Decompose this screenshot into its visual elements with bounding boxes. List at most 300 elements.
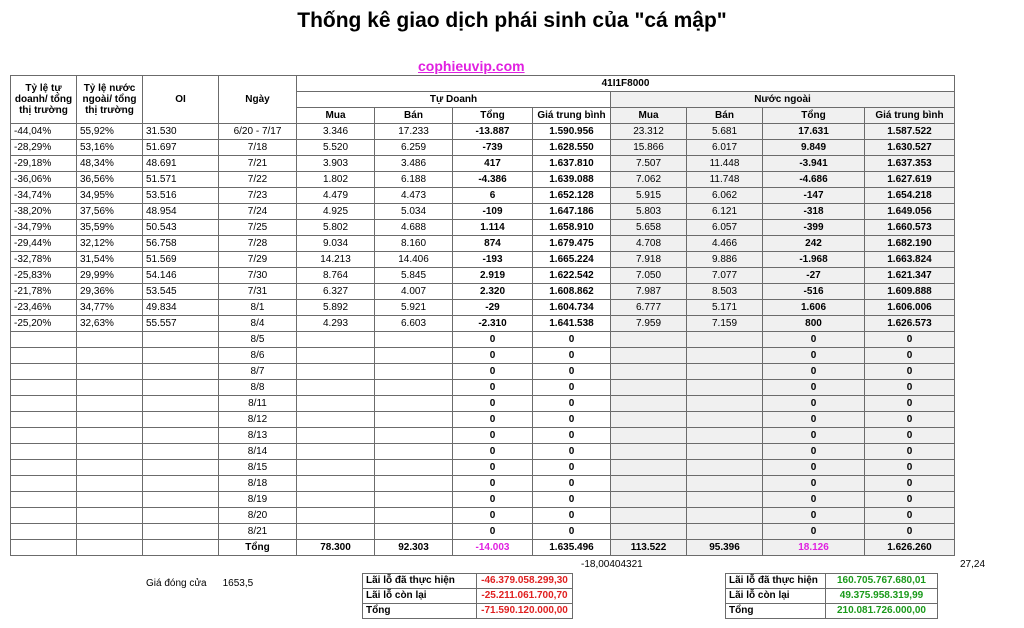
pl-table-nuocngoai	[725, 573, 938, 619]
cell-td-tong: 0	[453, 460, 533, 476]
cell-oi	[143, 396, 219, 412]
cell-ratio-td: -29,18%	[11, 156, 77, 172]
cell-nn-mua: 7.507	[611, 156, 687, 172]
cell-td-gia: 0	[533, 396, 611, 412]
cell-td-tong: 417	[453, 156, 533, 172]
cell-nn-tong: 800	[763, 316, 865, 332]
cell-oi	[143, 380, 219, 396]
cell-ratio-td	[11, 380, 77, 396]
cell-oi	[143, 492, 219, 508]
cell-nn-mua: 15.866	[611, 140, 687, 156]
cell-nn-gia: 0	[865, 348, 955, 364]
cell-nn-ban: 6.062	[687, 188, 763, 204]
cell-td-gia: 1.604.734	[533, 300, 611, 316]
cell-oi	[143, 412, 219, 428]
cell-td-ban: 4.688	[375, 220, 453, 236]
cell-td-ban	[375, 348, 453, 364]
cell-nn-gia: 1.660.573	[865, 220, 955, 236]
cell-nn-gia: 1.621.347	[865, 268, 955, 284]
cell-td-tong: 0	[453, 524, 533, 540]
cell-td-ban: 4.473	[375, 188, 453, 204]
cell-td-gia: 0	[533, 524, 611, 540]
cell-nn-mua	[611, 428, 687, 444]
cell-nn-ban	[687, 332, 763, 348]
cell-nn-ban: 11.748	[687, 172, 763, 188]
cell-date: 8/18	[219, 476, 297, 492]
pl-td-remaining-value: -25.211.061.700,70	[477, 589, 573, 604]
table-row	[11, 460, 955, 476]
cell-td-ban: 14.406	[375, 252, 453, 268]
cell-nn-ban	[687, 412, 763, 428]
cell-ratio-td	[11, 348, 77, 364]
cell-td-ban	[375, 508, 453, 524]
cell-nn-tong: 242	[763, 236, 865, 252]
cell-oi	[143, 444, 219, 460]
cell-nn-mua: 6.777	[611, 300, 687, 316]
pl-nn-realized-value: 160.705.767.680,01	[826, 574, 938, 589]
table-row	[11, 492, 955, 508]
cell-nn-gia: 1.637.353	[865, 156, 955, 172]
cell-nn-tong: 1.606	[763, 300, 865, 316]
cell-td-gia: 1.590.956	[533, 124, 611, 140]
cell-td-ban: 5.034	[375, 204, 453, 220]
cell-oi: 48.954	[143, 204, 219, 220]
cell-date: 8/8	[219, 380, 297, 396]
total-row	[11, 540, 955, 556]
cell-td-mua	[297, 348, 375, 364]
cell-nn-tong: 0	[763, 508, 865, 524]
cell-td-tong: 0	[453, 428, 533, 444]
pl-td-total-label: Tổng	[363, 604, 477, 619]
cell-ratio-td: -34,79%	[11, 220, 77, 236]
cell-nn-mua	[611, 364, 687, 380]
cell-nn-mua: 7.050	[611, 268, 687, 284]
cell-nn-gia: 0	[865, 332, 955, 348]
pl-nn-total-label: Tổng	[726, 604, 826, 619]
cell-nn-mua	[611, 460, 687, 476]
close-price-label: Giá đóng cửa	[146, 578, 207, 589]
cell-nn-tong: 9.849	[763, 140, 865, 156]
cell-ratio-td	[11, 476, 77, 492]
cell-td-tong: 1.114	[453, 220, 533, 236]
cell-date: 7/18	[219, 140, 297, 156]
cell-td-gia: 1.628.550	[533, 140, 611, 156]
site-link[interactable]: cophieuvip.com	[418, 58, 525, 74]
cell-td-tong: -739	[453, 140, 533, 156]
cell-nn-tong: -4.686	[763, 172, 865, 188]
cell-date: 7/21	[219, 156, 297, 172]
cell-td-mua: 6.327	[297, 284, 375, 300]
cell-td-ban	[375, 428, 453, 444]
cell-nn-tong: 0	[763, 380, 865, 396]
cell-oi	[143, 332, 219, 348]
header-contract: 41I1F8000	[297, 76, 955, 92]
cell-ratio-nn: 55,92%	[77, 124, 143, 140]
cell-oi: 51.697	[143, 140, 219, 156]
cell-oi	[143, 364, 219, 380]
table-row	[11, 172, 955, 188]
cell-date: 7/22	[219, 172, 297, 188]
cell-date: 8/15	[219, 460, 297, 476]
cell-nn-mua	[611, 476, 687, 492]
table-row	[11, 348, 955, 364]
cell-oi: 31.530	[143, 124, 219, 140]
cell-td-gia: 1.622.542	[533, 268, 611, 284]
header-td-mua: Mua	[297, 108, 375, 124]
cell-nn-gia: 0	[865, 412, 955, 428]
cell-ratio-nn	[77, 364, 143, 380]
header-group-tudoanh: Tự Doanh	[297, 92, 611, 108]
cell-td-mua: 14.213	[297, 252, 375, 268]
cell-nn-mua	[611, 444, 687, 460]
cell-ratio-td	[11, 524, 77, 540]
header-group-nuocngoai: Nước ngoài	[611, 92, 955, 108]
cell-td-mua: 4.293	[297, 316, 375, 332]
cell-ratio-td: -29,44%	[11, 236, 77, 252]
cell-td-ban: 8.160	[375, 236, 453, 252]
cell-td-gia: 0	[533, 492, 611, 508]
cell-nn-tong: 0	[763, 396, 865, 412]
cell-td-mua	[297, 332, 375, 348]
cell-ratio-td	[11, 412, 77, 428]
cell-nn-tong: 0	[763, 364, 865, 380]
cell-ratio-td: -34,74%	[11, 188, 77, 204]
cell-date: 8/13	[219, 428, 297, 444]
table-row	[11, 236, 955, 252]
cell-td-mua: 8.764	[297, 268, 375, 284]
cell-date: 8/4	[219, 316, 297, 332]
cell-date: 8/1	[219, 300, 297, 316]
cell-td-tong: -2.310	[453, 316, 533, 332]
cell-date: 8/6	[219, 348, 297, 364]
cell-td-gia: 1.608.862	[533, 284, 611, 300]
cell-date: 7/28	[219, 236, 297, 252]
cell-date: 7/25	[219, 220, 297, 236]
cell-nn-tong: -399	[763, 220, 865, 236]
cell-td-ban	[375, 396, 453, 412]
cell-td-mua	[297, 476, 375, 492]
cell-nn-gia: 1.626.573	[865, 316, 955, 332]
cell-date: 8/19	[219, 492, 297, 508]
cell-ratio-nn: 29,36%	[77, 284, 143, 300]
cell-td-mua: 4.479	[297, 188, 375, 204]
cell-oi: 51.569	[143, 252, 219, 268]
cell-td-ban	[375, 476, 453, 492]
cell-date: 8/21	[219, 524, 297, 540]
cell-nn-gia: 0	[865, 524, 955, 540]
cell-oi	[143, 524, 219, 540]
td-diff-value: -18,00404321	[581, 559, 643, 570]
cell-nn-mua	[611, 348, 687, 364]
cell-nn-mua	[611, 492, 687, 508]
total-nn-tong: 18.126	[763, 540, 865, 556]
cell-td-ban: 5.845	[375, 268, 453, 284]
cell-nn-ban	[687, 476, 763, 492]
cell-nn-gia: 0	[865, 444, 955, 460]
cell-td-mua: 1.802	[297, 172, 375, 188]
cell-td-tong: 0	[453, 476, 533, 492]
cell-nn-tong: -318	[763, 204, 865, 220]
nn-diff-value: 27,24	[960, 559, 986, 570]
cell-td-ban	[375, 364, 453, 380]
cell-nn-gia: 0	[865, 460, 955, 476]
cell-td-tong: 0	[453, 444, 533, 460]
cell-nn-mua: 7.959	[611, 316, 687, 332]
table-row	[11, 524, 955, 540]
cell-ratio-nn	[77, 444, 143, 460]
cell-ratio-td: -21,78%	[11, 284, 77, 300]
cell-ratio-nn: 29,99%	[77, 268, 143, 284]
total-nn-ban: 95.396	[687, 540, 763, 556]
cell-td-gia: 0	[533, 364, 611, 380]
cell-td-tong: 0	[453, 412, 533, 428]
cell-td-gia: 0	[533, 476, 611, 492]
total-label: Tổng	[219, 540, 297, 556]
cell-date: 7/24	[219, 204, 297, 220]
cell-td-mua: 3.346	[297, 124, 375, 140]
cell-td-tong: 6	[453, 188, 533, 204]
cell-nn-ban: 11.448	[687, 156, 763, 172]
table-row	[11, 156, 955, 172]
cell-td-ban: 6.188	[375, 172, 453, 188]
cell-nn-ban: 5.681	[687, 124, 763, 140]
cell-nn-mua: 5.803	[611, 204, 687, 220]
cell-td-gia: 1.679.475	[533, 236, 611, 252]
cell-nn-ban	[687, 444, 763, 460]
cell-ratio-td	[11, 444, 77, 460]
table-row	[11, 444, 955, 460]
cell-td-mua: 4.925	[297, 204, 375, 220]
cell-nn-gia: 1.649.056	[865, 204, 955, 220]
table-row	[11, 380, 955, 396]
cell-nn-tong: 0	[763, 412, 865, 428]
cell-nn-tong: 0	[763, 476, 865, 492]
cell-nn-tong: 0	[763, 460, 865, 476]
cell-oi: 56.758	[143, 236, 219, 252]
cell-nn-gia: 1.630.527	[865, 140, 955, 156]
cell-ratio-td: -28,29%	[11, 140, 77, 156]
close-price	[146, 578, 253, 589]
cell-nn-ban	[687, 460, 763, 476]
cell-oi: 53.545	[143, 284, 219, 300]
cell-nn-mua: 5.658	[611, 220, 687, 236]
cell-nn-gia: 0	[865, 508, 955, 524]
cell-nn-gia: 1.587.522	[865, 124, 955, 140]
cell-nn-ban	[687, 492, 763, 508]
cell-nn-gia: 1.606.006	[865, 300, 955, 316]
cell-ratio-nn: 53,16%	[77, 140, 143, 156]
cell-td-tong: -4.386	[453, 172, 533, 188]
cell-td-gia: 0	[533, 444, 611, 460]
cell-td-gia: 0	[533, 348, 611, 364]
cell-ratio-nn	[77, 476, 143, 492]
table-row	[11, 396, 955, 412]
cell-td-ban: 3.486	[375, 156, 453, 172]
total-td-mua: 78.300	[297, 540, 375, 556]
cell-td-ban: 6.259	[375, 140, 453, 156]
cell-nn-mua: 4.708	[611, 236, 687, 252]
cell-td-gia: 0	[533, 380, 611, 396]
cell-ratio-td	[11, 508, 77, 524]
cell-oi: 49.834	[143, 300, 219, 316]
total-td-gia: 1.635.496	[533, 540, 611, 556]
cell-ratio-td: -25,83%	[11, 268, 77, 284]
cell-nn-gia: 1.682.190	[865, 236, 955, 252]
cell-td-gia: 0	[533, 332, 611, 348]
cell-ratio-nn: 35,59%	[77, 220, 143, 236]
cell-td-tong: 0	[453, 348, 533, 364]
cell-oi: 48.691	[143, 156, 219, 172]
cell-td-mua	[297, 428, 375, 444]
cell-ratio-nn: 48,34%	[77, 156, 143, 172]
cell-nn-mua: 23.312	[611, 124, 687, 140]
cell-nn-ban	[687, 508, 763, 524]
cell-td-ban	[375, 524, 453, 540]
cell-td-mua: 5.892	[297, 300, 375, 316]
cell-nn-ban: 6.017	[687, 140, 763, 156]
cell-td-tong: 2.919	[453, 268, 533, 284]
cell-td-ban	[375, 444, 453, 460]
cell-nn-tong: -516	[763, 284, 865, 300]
cell-td-gia: 1.647.186	[533, 204, 611, 220]
cell-date: 7/29	[219, 252, 297, 268]
cell-nn-mua: 5.915	[611, 188, 687, 204]
cell-nn-ban: 5.171	[687, 300, 763, 316]
cell-td-gia: 1.665.224	[533, 252, 611, 268]
cell-nn-ban	[687, 364, 763, 380]
cell-ratio-nn	[77, 428, 143, 444]
cell-td-tong: 0	[453, 332, 533, 348]
table-row	[11, 508, 955, 524]
cell-nn-ban	[687, 348, 763, 364]
pl-table-tudoanh	[362, 573, 573, 619]
cell-ratio-td	[11, 492, 77, 508]
cell-nn-ban: 6.121	[687, 204, 763, 220]
table-row	[11, 252, 955, 268]
header-ratio-td: Tỷ lệ tự doanh/ tổng thị trường	[11, 76, 77, 124]
cell-nn-gia: 1.663.824	[865, 252, 955, 268]
cell-ratio-nn	[77, 508, 143, 524]
table-row	[11, 428, 955, 444]
pl-td-realized-value: -46.379.058.299,30	[477, 574, 573, 589]
cell-nn-mua	[611, 524, 687, 540]
cell-ratio-td: -32,78%	[11, 252, 77, 268]
cell-ratio-td	[11, 428, 77, 444]
total-blank	[143, 540, 219, 556]
cell-td-tong: -13.887	[453, 124, 533, 140]
cell-oi	[143, 508, 219, 524]
cell-td-ban	[375, 332, 453, 348]
cell-ratio-nn: 37,56%	[77, 204, 143, 220]
cell-ratio-td: -44,04%	[11, 124, 77, 140]
cell-nn-mua	[611, 332, 687, 348]
cell-ratio-nn: 32,12%	[77, 236, 143, 252]
cell-nn-tong: 0	[763, 332, 865, 348]
cell-td-tong: 0	[453, 508, 533, 524]
table-row	[11, 364, 955, 380]
cell-td-ban	[375, 460, 453, 476]
cell-nn-mua	[611, 412, 687, 428]
cell-td-mua	[297, 444, 375, 460]
cell-nn-gia: 0	[865, 428, 955, 444]
cell-td-ban	[375, 380, 453, 396]
cell-td-gia: 1.639.088	[533, 172, 611, 188]
cell-date: 8/14	[219, 444, 297, 460]
cell-td-mua	[297, 524, 375, 540]
pl-nn-remaining-value: 49.375.958.319,99	[826, 589, 938, 604]
cell-td-mua: 5.520	[297, 140, 375, 156]
cell-td-ban	[375, 492, 453, 508]
total-td-tong: -14.003	[453, 540, 533, 556]
cell-nn-ban: 6.057	[687, 220, 763, 236]
cell-nn-mua: 7.062	[611, 172, 687, 188]
cell-date: 8/11	[219, 396, 297, 412]
header-td-tong: Tổng	[453, 108, 533, 124]
cell-nn-tong: 0	[763, 444, 865, 460]
cell-date: 7/30	[219, 268, 297, 284]
cell-ratio-nn: 32,63%	[77, 316, 143, 332]
cell-nn-tong: 0	[763, 348, 865, 364]
cell-ratio-nn	[77, 460, 143, 476]
cell-oi	[143, 460, 219, 476]
cell-nn-gia: 0	[865, 396, 955, 412]
cell-nn-mua	[611, 380, 687, 396]
cell-ratio-td: -23,46%	[11, 300, 77, 316]
table-row	[11, 300, 955, 316]
cell-td-gia: 0	[533, 460, 611, 476]
cell-td-tong: 0	[453, 380, 533, 396]
cell-td-mua	[297, 396, 375, 412]
pl-nn-total-value: 210.081.726.000,00	[826, 604, 938, 619]
cell-td-tong: 0	[453, 492, 533, 508]
cell-ratio-nn	[77, 380, 143, 396]
cell-td-tong: -193	[453, 252, 533, 268]
cell-nn-ban	[687, 428, 763, 444]
cell-date: 6/20 - 7/17	[219, 124, 297, 140]
pl-td-remaining-label: Lãi lỗ còn lại	[363, 589, 477, 604]
total-blank	[77, 540, 143, 556]
cell-td-mua	[297, 460, 375, 476]
cell-td-tong: 0	[453, 396, 533, 412]
header-td-gia: Giá trung bình	[533, 108, 611, 124]
cell-oi: 53.516	[143, 188, 219, 204]
cell-nn-mua	[611, 508, 687, 524]
cell-ratio-nn	[77, 412, 143, 428]
cell-nn-gia: 0	[865, 380, 955, 396]
cell-nn-ban: 8.503	[687, 284, 763, 300]
cell-nn-ban: 4.466	[687, 236, 763, 252]
cell-ratio-td: -36,06%	[11, 172, 77, 188]
cell-nn-tong: -147	[763, 188, 865, 204]
cell-td-gia: 1.637.810	[533, 156, 611, 172]
cell-ratio-nn	[77, 396, 143, 412]
cell-nn-gia: 0	[865, 476, 955, 492]
cell-nn-tong: -3.941	[763, 156, 865, 172]
cell-td-tong: -29	[453, 300, 533, 316]
cell-nn-tong: -1.968	[763, 252, 865, 268]
total-nn-mua: 113.522	[611, 540, 687, 556]
pl-td-realized-label: Lãi lỗ đã thực hiện	[363, 574, 477, 589]
table-row	[11, 476, 955, 492]
cell-td-mua	[297, 492, 375, 508]
cell-nn-tong: 0	[763, 524, 865, 540]
header-oi: OI	[143, 76, 219, 124]
cell-td-gia: 0	[533, 412, 611, 428]
cell-nn-gia: 0	[865, 364, 955, 380]
cell-ratio-nn: 34,95%	[77, 188, 143, 204]
cell-td-tong: -109	[453, 204, 533, 220]
cell-oi: 54.146	[143, 268, 219, 284]
